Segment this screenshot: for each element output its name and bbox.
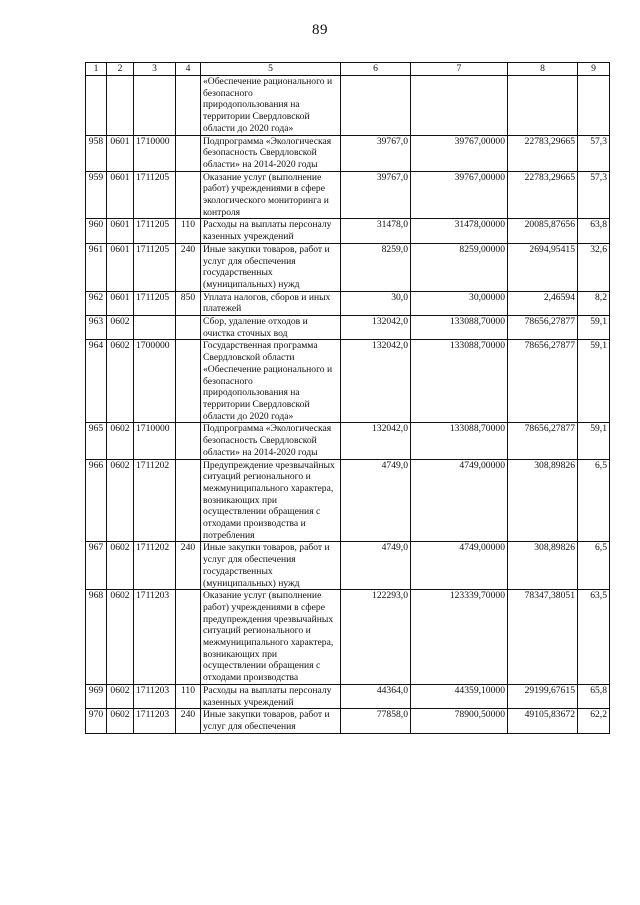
- table-row: [86, 135, 610, 171]
- row-number-cell: [86, 76, 107, 136]
- expense-type-cell: [176, 76, 201, 136]
- section-code-cell: 0602: [107, 316, 134, 340]
- section-code-cell: 0602: [107, 542, 134, 590]
- executed-amount-cell: 78656,27877: [508, 316, 578, 340]
- executed-amount-cell: 20085,87656: [508, 219, 578, 243]
- target-code-cell: 1711205: [134, 291, 176, 315]
- item-name-cell: Иные закупки товаров, работ и услуг для обеспечения государственных (муниципальных) нужд: [201, 542, 341, 590]
- item-name-cell: Уплата налогов, сборов и иных платежей: [201, 291, 341, 315]
- executed-amount-cell: 78347,38051: [508, 590, 578, 685]
- row-number-cell: 969: [86, 684, 107, 708]
- row-number-cell: 963: [86, 316, 107, 340]
- revised-amount-cell: 133088,70000: [411, 316, 508, 340]
- expense-type-cell: [176, 423, 201, 459]
- section-code-cell: 0602: [107, 340, 134, 423]
- revised-amount-cell: 133088,70000: [411, 340, 508, 423]
- approved-amount-cell: 39767,0: [341, 171, 411, 219]
- execution-percent-cell: 6,5: [578, 459, 610, 542]
- target-code-cell: [134, 76, 176, 136]
- target-code-cell: 1710000: [134, 423, 176, 459]
- revised-amount-cell: 44359,10000: [411, 684, 508, 708]
- revised-amount-cell: 8259,00000: [411, 243, 508, 291]
- execution-percent-cell: 59,1: [578, 423, 610, 459]
- item-name-cell: Оказание услуг (выполнение работ) учреждениями в сфере экологического мониторинга и контроля: [201, 171, 341, 219]
- header-cell: 3: [134, 63, 176, 76]
- table-row: [86, 76, 610, 136]
- table-row: [86, 243, 610, 291]
- header-cell: 7: [411, 63, 508, 76]
- target-code-cell: 1700000: [134, 340, 176, 423]
- approved-amount-cell: 4749,0: [341, 542, 411, 590]
- header-cell: 8: [508, 63, 578, 76]
- table-row: [86, 340, 610, 423]
- approved-amount-cell: 122293,0: [341, 590, 411, 685]
- section-code-cell: 0602: [107, 684, 134, 708]
- executed-amount-cell: 308,89826: [508, 542, 578, 590]
- revised-amount-cell: 133088,70000: [411, 423, 508, 459]
- target-code-cell: 1711203: [134, 590, 176, 685]
- page-number: 89: [312, 22, 328, 38]
- table-body: [86, 63, 610, 734]
- target-code-cell: 1711205: [134, 243, 176, 291]
- executed-amount-cell: 308,89826: [508, 459, 578, 542]
- revised-amount-cell: 123339,70000: [411, 590, 508, 685]
- section-code-cell: 0602: [107, 423, 134, 459]
- budget-table: [85, 62, 610, 734]
- execution-percent-cell: 57,3: [578, 171, 610, 219]
- target-code-cell: 1711205: [134, 219, 176, 243]
- item-name-cell: Государственная программа Свердловской области «Обеспечение рационального и безопасного природопользования на территории Свердловской области до 2020 года»: [201, 340, 341, 423]
- header-cell: 2: [107, 63, 134, 76]
- section-code-cell: 0602: [107, 590, 134, 685]
- target-code-cell: [134, 316, 176, 340]
- item-name-cell: Расходы на выплаты персоналу казенных учреждений: [201, 684, 341, 708]
- table-row: [86, 171, 610, 219]
- row-number-cell: 959: [86, 171, 107, 219]
- expense-type-cell: [176, 171, 201, 219]
- execution-percent-cell: 59,1: [578, 316, 610, 340]
- approved-amount-cell: 44364,0: [341, 684, 411, 708]
- expense-type-cell: 240: [176, 243, 201, 291]
- item-name-cell: Иные закупки товаров, работ и услуг для обеспечения государственных (муниципальных) нужд: [201, 243, 341, 291]
- section-code-cell: 0601: [107, 219, 134, 243]
- execution-percent-cell: 65,8: [578, 684, 610, 708]
- expense-type-cell: 240: [176, 709, 201, 733]
- target-code-cell: 1711202: [134, 542, 176, 590]
- row-number-cell: 964: [86, 340, 107, 423]
- target-code-cell: 1710000: [134, 135, 176, 171]
- item-name-cell: Оказание услуг (выполнение работ) учреждениями в сфере предупреждения чрезвычайных ситуаций регионального и межмуниципального характера, возникающих при осуществлении обращения с отходами производства: [201, 590, 341, 685]
- table-row: [86, 590, 610, 685]
- table-row: [86, 219, 610, 243]
- row-number-cell: 966: [86, 459, 107, 542]
- revised-amount-cell: 30,00000: [411, 291, 508, 315]
- executed-amount-cell: 2,46594: [508, 291, 578, 315]
- row-number-cell: 958: [86, 135, 107, 171]
- expense-type-cell: [176, 590, 201, 685]
- executed-amount-cell: [508, 76, 578, 136]
- revised-amount-cell: [411, 76, 508, 136]
- expense-type-cell: [176, 316, 201, 340]
- table-row: [86, 459, 610, 542]
- expense-type-cell: [176, 340, 201, 423]
- target-code-cell: 1711202: [134, 459, 176, 542]
- expense-type-cell: 240: [176, 542, 201, 590]
- header-cell: 9: [578, 63, 610, 76]
- header-cell: 1: [86, 63, 107, 76]
- item-name-cell: Подпрограмма «Экологическая безопасность Свердловской области» на 2014-2020 годы: [201, 135, 341, 171]
- execution-percent-cell: 62,2: [578, 709, 610, 733]
- item-name-cell: Сбор, удаление отходов и очистка сточных вод: [201, 316, 341, 340]
- execution-percent-cell: 8,2: [578, 291, 610, 315]
- approved-amount-cell: 132042,0: [341, 423, 411, 459]
- header-cell: 4: [176, 63, 201, 76]
- item-name-cell: Иные закупки товаров, работ и услуг для обеспечения: [201, 709, 341, 733]
- row-number-cell: 962: [86, 291, 107, 315]
- revised-amount-cell: 78900,50000: [411, 709, 508, 733]
- expense-type-cell: [176, 459, 201, 542]
- item-name-cell: Предупреждение чрезвычайных ситуаций регионального и межмуниципального характера, возникающих при осуществлении обращения с отходами производства и потребления: [201, 459, 341, 542]
- approved-amount-cell: 31478,0: [341, 219, 411, 243]
- row-number-cell: 965: [86, 423, 107, 459]
- execution-percent-cell: 59,1: [578, 340, 610, 423]
- expense-type-cell: 110: [176, 684, 201, 708]
- execution-percent-cell: 63,8: [578, 219, 610, 243]
- item-name-cell: Подпрограмма «Экологическая безопасность Свердловской области» на 2014-2020 годы: [201, 423, 341, 459]
- section-code-cell: 0601: [107, 135, 134, 171]
- table-row: [86, 684, 610, 708]
- target-code-cell: 1711203: [134, 709, 176, 733]
- approved-amount-cell: [341, 76, 411, 136]
- expense-type-cell: 850: [176, 291, 201, 315]
- table-header-row: [86, 63, 610, 76]
- header-cell: 5: [201, 63, 341, 76]
- approved-amount-cell: 8259,0: [341, 243, 411, 291]
- executed-amount-cell: 22783,29665: [508, 135, 578, 171]
- table-row: [86, 316, 610, 340]
- revised-amount-cell: 39767,00000: [411, 171, 508, 219]
- executed-amount-cell: 22783,29665: [508, 171, 578, 219]
- header-cell: 6: [341, 63, 411, 76]
- approved-amount-cell: 77858,0: [341, 709, 411, 733]
- table-row: [86, 291, 610, 315]
- executed-amount-cell: 49105,83672: [508, 709, 578, 733]
- executed-amount-cell: 78656,27877: [508, 423, 578, 459]
- executed-amount-cell: 2694,95415: [508, 243, 578, 291]
- section-code-cell: 0601: [107, 243, 134, 291]
- revised-amount-cell: 39767,00000: [411, 135, 508, 171]
- revised-amount-cell: 31478,00000: [411, 219, 508, 243]
- table-row: [86, 423, 610, 459]
- section-code-cell: 0601: [107, 171, 134, 219]
- execution-percent-cell: [578, 76, 610, 136]
- revised-amount-cell: 4749,00000: [411, 459, 508, 542]
- execution-percent-cell: 6,5: [578, 542, 610, 590]
- section-code-cell: 0602: [107, 459, 134, 542]
- expense-type-cell: [176, 135, 201, 171]
- table-row: [86, 709, 610, 733]
- row-number-cell: 961: [86, 243, 107, 291]
- execution-percent-cell: 32,6: [578, 243, 610, 291]
- execution-percent-cell: 63,5: [578, 590, 610, 685]
- section-code-cell: 0601: [107, 291, 134, 315]
- row-number-cell: 967: [86, 542, 107, 590]
- execution-percent-cell: 57,3: [578, 135, 610, 171]
- approved-amount-cell: 132042,0: [341, 340, 411, 423]
- item-name-cell: Расходы на выплаты персоналу казенных учреждений: [201, 219, 341, 243]
- table-row: [86, 542, 610, 590]
- item-name-cell: «Обеспечение рационального и безопасного природопользования на территории Свердловской области до 2020 года»: [201, 76, 341, 136]
- executed-amount-cell: 78656,27877: [508, 340, 578, 423]
- revised-amount-cell: 4749,00000: [411, 542, 508, 590]
- section-code-cell: [107, 76, 134, 136]
- approved-amount-cell: 4749,0: [341, 459, 411, 542]
- target-code-cell: 1711203: [134, 684, 176, 708]
- approved-amount-cell: 30,0: [341, 291, 411, 315]
- row-number-cell: 970: [86, 709, 107, 733]
- expense-type-cell: 110: [176, 219, 201, 243]
- approved-amount-cell: 39767,0: [341, 135, 411, 171]
- section-code-cell: 0602: [107, 709, 134, 733]
- row-number-cell: 960: [86, 219, 107, 243]
- executed-amount-cell: 29199,67615: [508, 684, 578, 708]
- target-code-cell: 1711205: [134, 171, 176, 219]
- row-number-cell: 968: [86, 590, 107, 685]
- approved-amount-cell: 132042,0: [341, 316, 411, 340]
